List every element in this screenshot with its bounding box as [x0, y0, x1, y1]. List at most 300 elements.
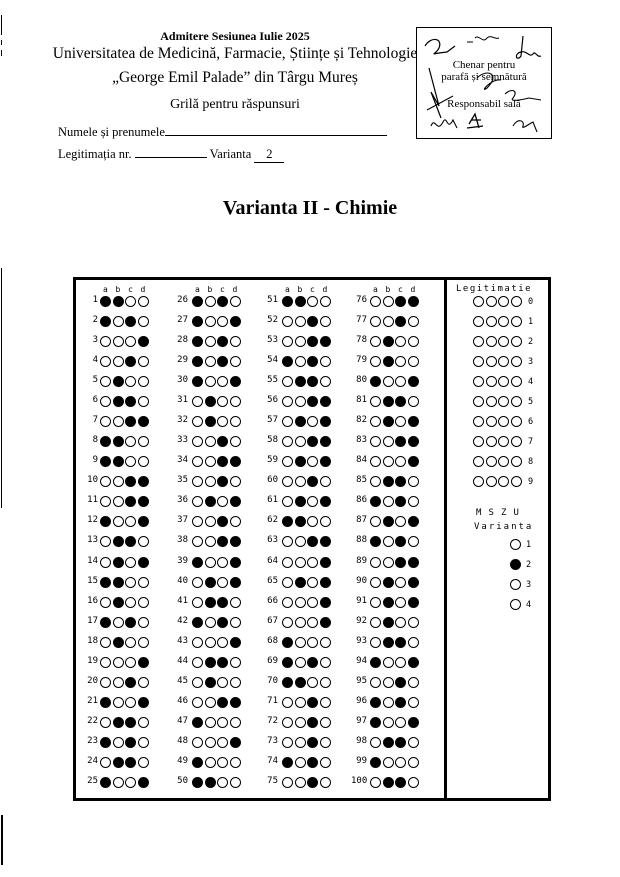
answer-bubble-b-empty[interactable] — [205, 737, 216, 748]
answer-bubble-a-empty[interactable] — [100, 657, 111, 668]
answer-bubble-a-empty[interactable] — [282, 336, 293, 347]
answer-bubble-a-empty[interactable] — [192, 657, 203, 668]
answer-bubble-d-filled[interactable] — [230, 456, 241, 467]
answer-bubble-a-empty[interactable] — [192, 677, 203, 688]
answer-bubble-c-filled[interactable] — [307, 657, 318, 668]
answer-bubble-d-empty[interactable] — [408, 697, 419, 708]
answer-bubble-c-filled[interactable] — [307, 336, 318, 347]
answer-bubble-a-empty[interactable] — [192, 637, 203, 648]
answer-bubble-a-filled[interactable] — [282, 637, 293, 648]
answer-bubble-b-empty[interactable] — [205, 757, 216, 768]
answer-bubble-b-filled[interactable] — [113, 436, 124, 447]
answer-bubble-b-empty[interactable] — [383, 697, 394, 708]
answer-bubble-b-empty[interactable] — [295, 697, 306, 708]
answer-bubble-d-filled[interactable] — [230, 737, 241, 748]
answer-bubble-a-empty[interactable] — [370, 316, 381, 327]
answer-bubble-d-filled[interactable] — [230, 557, 241, 568]
answer-bubble-d-filled[interactable] — [138, 476, 149, 487]
legitimatie-bubble[interactable] — [511, 456, 522, 467]
answer-bubble-c-filled[interactable] — [307, 737, 318, 748]
answer-bubble-b-empty[interactable] — [295, 777, 306, 788]
id-input-line[interactable] — [135, 146, 207, 158]
answer-bubble-d-empty[interactable] — [320, 677, 331, 688]
answer-bubble-d-filled[interactable] — [230, 496, 241, 507]
answer-bubble-d-empty[interactable] — [320, 356, 331, 367]
answer-bubble-b-filled[interactable] — [383, 396, 394, 407]
answer-bubble-d-filled[interactable] — [320, 436, 331, 447]
answer-bubble-d-filled[interactable] — [230, 637, 241, 648]
name-input-line[interactable] — [165, 124, 387, 136]
answer-bubble-c-empty[interactable] — [307, 637, 318, 648]
answer-bubble-b-empty[interactable] — [113, 697, 124, 708]
answer-bubble-c-empty[interactable] — [217, 637, 228, 648]
answer-bubble-d-empty[interactable] — [320, 376, 331, 387]
answer-bubble-a-empty[interactable] — [370, 296, 381, 307]
answer-bubble-b-filled[interactable] — [113, 577, 124, 588]
answer-bubble-a-filled[interactable] — [192, 717, 203, 728]
answer-bubble-b-empty[interactable] — [383, 757, 394, 768]
answer-bubble-d-empty[interactable] — [138, 296, 149, 307]
answer-bubble-d-filled[interactable] — [408, 577, 419, 588]
answer-bubble-a-empty[interactable] — [100, 637, 111, 648]
answer-bubble-c-empty[interactable] — [307, 577, 318, 588]
answer-bubble-c-filled[interactable] — [307, 757, 318, 768]
answer-bubble-a-filled[interactable] — [370, 697, 381, 708]
legitimatie-bubble[interactable] — [486, 476, 497, 487]
answer-bubble-d-empty[interactable] — [408, 757, 419, 768]
answer-bubble-d-filled[interactable] — [320, 536, 331, 547]
answer-bubble-c-empty[interactable] — [125, 657, 136, 668]
answer-bubble-a-empty[interactable] — [100, 597, 111, 608]
answer-bubble-d-empty[interactable] — [230, 336, 241, 347]
answer-bubble-d-empty[interactable] — [320, 777, 331, 788]
answer-bubble-b-empty[interactable] — [295, 316, 306, 327]
answer-bubble-d-empty[interactable] — [230, 476, 241, 487]
answer-bubble-b-filled[interactable] — [295, 577, 306, 588]
answer-bubble-a-empty[interactable] — [100, 717, 111, 728]
answer-bubble-b-filled[interactable] — [113, 396, 124, 407]
answer-bubble-d-empty[interactable] — [408, 476, 419, 487]
answer-bubble-a-empty[interactable] — [370, 677, 381, 688]
answer-bubble-b-empty[interactable] — [295, 657, 306, 668]
answer-bubble-b-empty[interactable] — [383, 296, 394, 307]
answer-bubble-d-filled[interactable] — [230, 577, 241, 588]
answer-bubble-b-empty[interactable] — [383, 376, 394, 387]
answer-bubble-d-filled[interactable] — [230, 316, 241, 327]
answer-bubble-b-empty[interactable] — [295, 396, 306, 407]
answer-bubble-a-filled[interactable] — [282, 757, 293, 768]
answer-bubble-d-empty[interactable] — [138, 737, 149, 748]
answer-bubble-b-empty[interactable] — [205, 717, 216, 728]
answer-bubble-d-filled[interactable] — [320, 336, 331, 347]
answer-bubble-a-empty[interactable] — [192, 697, 203, 708]
answer-bubble-b-filled[interactable] — [113, 597, 124, 608]
answer-bubble-d-filled[interactable] — [408, 717, 419, 728]
answer-bubble-c-empty[interactable] — [125, 697, 136, 708]
answer-bubble-d-empty[interactable] — [320, 697, 331, 708]
answer-bubble-b-empty[interactable] — [295, 717, 306, 728]
answer-bubble-b-empty[interactable] — [113, 476, 124, 487]
answer-bubble-b-empty[interactable] — [295, 597, 306, 608]
answer-bubble-b-filled[interactable] — [295, 677, 306, 688]
answer-bubble-b-empty[interactable] — [113, 657, 124, 668]
answer-bubble-d-empty[interactable] — [320, 296, 331, 307]
answer-bubble-d-filled[interactable] — [408, 456, 419, 467]
answer-bubble-b-empty[interactable] — [113, 496, 124, 507]
legitimatie-bubble[interactable] — [511, 476, 522, 487]
answer-bubble-a-empty[interactable] — [100, 557, 111, 568]
answer-bubble-b-filled[interactable] — [113, 757, 124, 768]
answer-bubble-c-empty[interactable] — [217, 717, 228, 728]
answer-bubble-a-empty[interactable] — [282, 717, 293, 728]
answer-bubble-c-empty[interactable] — [217, 577, 228, 588]
answer-bubble-a-empty[interactable] — [370, 777, 381, 788]
legitimatie-bubble[interactable] — [511, 316, 522, 327]
answer-bubble-c-filled[interactable] — [395, 777, 406, 788]
answer-bubble-d-filled[interactable] — [320, 416, 331, 427]
answer-bubble-d-empty[interactable] — [320, 737, 331, 748]
legitimatie-bubble[interactable] — [511, 416, 522, 427]
answer-bubble-d-filled[interactable] — [408, 416, 419, 427]
answer-bubble-b-filled[interactable] — [295, 376, 306, 387]
answer-bubble-a-filled[interactable] — [192, 296, 203, 307]
answer-bubble-c-empty[interactable] — [217, 557, 228, 568]
answer-bubble-b-empty[interactable] — [205, 536, 216, 547]
answer-bubble-c-filled[interactable] — [217, 296, 228, 307]
answer-bubble-d-empty[interactable] — [138, 436, 149, 447]
answer-bubble-a-filled[interactable] — [192, 336, 203, 347]
varianta-bubble[interactable] — [510, 539, 521, 550]
answer-bubble-d-empty[interactable] — [408, 777, 419, 788]
answer-bubble-a-filled[interactable] — [192, 557, 203, 568]
answer-bubble-b-filled[interactable] — [205, 677, 216, 688]
legitimatie-bubble[interactable] — [511, 376, 522, 387]
answer-bubble-b-empty[interactable] — [205, 296, 216, 307]
answer-bubble-d-empty[interactable] — [230, 597, 241, 608]
answer-bubble-c-empty[interactable] — [217, 777, 228, 788]
answer-bubble-c-empty[interactable] — [307, 557, 318, 568]
answer-bubble-b-filled[interactable] — [383, 777, 394, 788]
answer-bubble-a-filled[interactable] — [100, 737, 111, 748]
answer-bubble-a-empty[interactable] — [192, 597, 203, 608]
answer-bubble-b-filled[interactable] — [383, 577, 394, 588]
answer-bubble-d-empty[interactable] — [230, 657, 241, 668]
answer-bubble-d-filled[interactable] — [138, 557, 149, 568]
answer-bubble-b-empty[interactable] — [113, 416, 124, 427]
answer-bubble-d-filled[interactable] — [138, 657, 149, 668]
answer-bubble-a-filled[interactable] — [192, 316, 203, 327]
answer-bubble-b-filled[interactable] — [383, 617, 394, 628]
legitimatie-bubble[interactable] — [511, 336, 522, 347]
answer-bubble-b-empty[interactable] — [383, 677, 394, 688]
answer-bubble-a-filled[interactable] — [370, 717, 381, 728]
answer-bubble-d-empty[interactable] — [230, 757, 241, 768]
answer-bubble-a-empty[interactable] — [282, 697, 293, 708]
answer-bubble-c-filled[interactable] — [217, 657, 228, 668]
answer-bubble-b-filled[interactable] — [383, 416, 394, 427]
legitimatie-bubble[interactable] — [486, 376, 497, 387]
answer-bubble-b-filled[interactable] — [113, 456, 124, 467]
answer-bubble-c-empty[interactable] — [307, 617, 318, 628]
answer-bubble-a-empty[interactable] — [100, 677, 111, 688]
answer-bubble-d-filled[interactable] — [408, 436, 419, 447]
answer-bubble-d-filled[interactable] — [408, 657, 419, 668]
answer-bubble-c-empty[interactable] — [395, 597, 406, 608]
answer-bubble-b-empty[interactable] — [205, 376, 216, 387]
answer-bubble-a-empty[interactable] — [282, 617, 293, 628]
answer-bubble-b-empty[interactable] — [205, 436, 216, 447]
answer-bubble-b-empty[interactable] — [113, 777, 124, 788]
answer-bubble-c-empty[interactable] — [217, 677, 228, 688]
answer-bubble-a-filled[interactable] — [192, 617, 203, 628]
answer-bubble-b-empty[interactable] — [205, 476, 216, 487]
answer-bubble-d-filled[interactable] — [320, 597, 331, 608]
answer-bubble-d-empty[interactable] — [138, 677, 149, 688]
answer-bubble-c-empty[interactable] — [395, 617, 406, 628]
answer-bubble-d-filled[interactable] — [408, 376, 419, 387]
answer-bubble-a-filled[interactable] — [100, 316, 111, 327]
legitimatie-bubble[interactable] — [511, 356, 522, 367]
answer-bubble-a-filled[interactable] — [282, 657, 293, 668]
answer-bubble-b-filled[interactable] — [113, 717, 124, 728]
answer-bubble-b-empty[interactable] — [113, 516, 124, 527]
answer-bubble-d-filled[interactable] — [138, 777, 149, 788]
answer-bubble-c-empty[interactable] — [395, 577, 406, 588]
answer-bubble-d-filled[interactable] — [320, 577, 331, 588]
legitimatie-bubble[interactable] — [486, 396, 497, 407]
answer-bubble-b-filled[interactable] — [295, 296, 306, 307]
answer-bubble-c-filled[interactable] — [395, 557, 406, 568]
answer-bubble-b-empty[interactable] — [383, 456, 394, 467]
answer-bubble-c-empty[interactable] — [217, 757, 228, 768]
answer-bubble-a-filled[interactable] — [282, 677, 293, 688]
answer-bubble-d-empty[interactable] — [230, 436, 241, 447]
answer-bubble-a-empty[interactable] — [282, 597, 293, 608]
answer-bubble-d-empty[interactable] — [320, 717, 331, 728]
answer-bubble-d-empty[interactable] — [230, 516, 241, 527]
answer-bubble-d-empty[interactable] — [230, 677, 241, 688]
answer-bubble-b-empty[interactable] — [113, 336, 124, 347]
answer-bubble-d-empty[interactable] — [138, 456, 149, 467]
answer-bubble-d-empty[interactable] — [138, 717, 149, 728]
answer-bubble-b-filled[interactable] — [383, 356, 394, 367]
answer-bubble-c-empty[interactable] — [395, 336, 406, 347]
legitimatie-bubble[interactable] — [473, 336, 484, 347]
answer-bubble-d-filled[interactable] — [408, 296, 419, 307]
answer-bubble-b-empty[interactable] — [295, 737, 306, 748]
answer-bubble-d-empty[interactable] — [320, 657, 331, 668]
answer-bubble-b-empty[interactable] — [295, 476, 306, 487]
answer-bubble-c-empty[interactable] — [307, 296, 318, 307]
answer-bubble-d-empty[interactable] — [138, 577, 149, 588]
answer-bubble-c-filled[interactable] — [125, 617, 136, 628]
answer-bubble-b-filled[interactable] — [295, 516, 306, 527]
answer-bubble-c-filled[interactable] — [307, 717, 318, 728]
answer-bubble-b-filled[interactable] — [383, 637, 394, 648]
answer-bubble-c-filled[interactable] — [217, 617, 228, 628]
answer-bubble-b-filled[interactable] — [205, 496, 216, 507]
answer-bubble-d-filled[interactable] — [230, 376, 241, 387]
legitimatie-bubble[interactable] — [498, 336, 509, 347]
answer-bubble-c-filled[interactable] — [395, 737, 406, 748]
answer-bubble-d-empty[interactable] — [320, 637, 331, 648]
answer-bubble-d-empty[interactable] — [408, 737, 419, 748]
answer-bubble-c-empty[interactable] — [125, 296, 136, 307]
answer-bubble-b-empty[interactable] — [295, 617, 306, 628]
answer-bubble-b-filled[interactable] — [113, 296, 124, 307]
legitimatie-bubble[interactable] — [511, 436, 522, 447]
answer-bubble-b-empty[interactable] — [383, 496, 394, 507]
answer-bubble-c-filled[interactable] — [217, 697, 228, 708]
answer-bubble-a-empty[interactable] — [192, 577, 203, 588]
answer-bubble-c-filled[interactable] — [395, 296, 406, 307]
legitimatie-bubble[interactable] — [511, 396, 522, 407]
answer-bubble-d-filled[interactable] — [320, 617, 331, 628]
answer-bubble-b-filled[interactable] — [383, 476, 394, 487]
answer-bubble-b-filled[interactable] — [205, 416, 216, 427]
answer-bubble-a-filled[interactable] — [100, 296, 111, 307]
answer-bubble-b-empty[interactable] — [295, 436, 306, 447]
legitimatie-bubble[interactable] — [486, 336, 497, 347]
varianta-bubble[interactable] — [510, 579, 521, 590]
answer-bubble-d-filled[interactable] — [138, 416, 149, 427]
answer-bubble-b-empty[interactable] — [295, 356, 306, 367]
answer-bubble-c-empty[interactable] — [217, 737, 228, 748]
legitimatie-bubble[interactable] — [473, 296, 484, 307]
answer-bubble-a-filled[interactable] — [100, 697, 111, 708]
answer-bubble-d-empty[interactable] — [138, 316, 149, 327]
answer-bubble-b-filled[interactable] — [113, 637, 124, 648]
answer-bubble-d-empty[interactable] — [408, 356, 419, 367]
id-field[interactable] — [58, 146, 284, 163]
answer-bubble-d-filled[interactable] — [320, 496, 331, 507]
answer-bubble-d-empty[interactable] — [408, 637, 419, 648]
answer-bubble-a-empty[interactable] — [282, 577, 293, 588]
answer-bubble-a-empty[interactable] — [282, 557, 293, 568]
answer-bubble-d-empty[interactable] — [138, 637, 149, 648]
answer-bubble-d-empty[interactable] — [408, 677, 419, 688]
legitimatie-bubble[interactable] — [486, 296, 497, 307]
answer-bubble-c-filled[interactable] — [125, 717, 136, 728]
answer-bubble-a-filled[interactable] — [100, 617, 111, 628]
answer-bubble-b-filled[interactable] — [205, 657, 216, 668]
answer-bubble-c-empty[interactable] — [395, 657, 406, 668]
answer-bubble-a-filled[interactable] — [100, 577, 111, 588]
answer-bubble-c-filled[interactable] — [307, 316, 318, 327]
legitimatie-bubble[interactable] — [511, 296, 522, 307]
answer-bubble-b-filled[interactable] — [295, 456, 306, 467]
answer-bubble-a-empty[interactable] — [370, 737, 381, 748]
answer-bubble-b-empty[interactable] — [383, 557, 394, 568]
answer-bubble-a-empty[interactable] — [370, 637, 381, 648]
answer-bubble-b-filled[interactable] — [295, 416, 306, 427]
answer-bubble-c-empty[interactable] — [125, 557, 136, 568]
answer-bubble-b-empty[interactable] — [295, 637, 306, 648]
answer-bubble-c-filled[interactable] — [125, 757, 136, 768]
answer-bubble-d-empty[interactable] — [408, 536, 419, 547]
answer-bubble-b-empty[interactable] — [295, 336, 306, 347]
answer-bubble-b-empty[interactable] — [295, 536, 306, 547]
answer-bubble-b-empty[interactable] — [113, 617, 124, 628]
answer-bubble-b-empty[interactable] — [205, 516, 216, 527]
answer-bubble-b-empty[interactable] — [205, 336, 216, 347]
answer-bubble-d-empty[interactable] — [408, 617, 419, 628]
answer-bubble-d-filled[interactable] — [320, 557, 331, 568]
answer-bubble-d-filled[interactable] — [320, 396, 331, 407]
answer-bubble-c-empty[interactable] — [125, 577, 136, 588]
answer-bubble-c-filled[interactable] — [125, 316, 136, 327]
answer-bubble-a-filled[interactable] — [282, 296, 293, 307]
answer-bubble-b-empty[interactable] — [113, 356, 124, 367]
answer-bubble-d-filled[interactable] — [138, 496, 149, 507]
answer-bubble-d-empty[interactable] — [408, 336, 419, 347]
answer-bubble-b-empty[interactable] — [113, 677, 124, 688]
answer-bubble-c-empty[interactable] — [125, 336, 136, 347]
answer-bubble-a-empty[interactable] — [282, 777, 293, 788]
answer-bubble-b-filled[interactable] — [113, 376, 124, 387]
answer-bubble-c-filled[interactable] — [395, 637, 406, 648]
answer-bubble-a-filled[interactable] — [192, 757, 203, 768]
answer-bubble-d-filled[interactable] — [320, 456, 331, 467]
name-field[interactable] — [58, 124, 387, 140]
answer-bubble-d-empty[interactable] — [138, 396, 149, 407]
answer-bubble-d-empty[interactable] — [230, 416, 241, 427]
answer-bubble-c-empty[interactable] — [125, 597, 136, 608]
answer-bubble-b-empty[interactable] — [205, 617, 216, 628]
answer-bubble-b-filled[interactable] — [383, 336, 394, 347]
answer-bubble-d-empty[interactable] — [230, 396, 241, 407]
answer-bubble-a-filled[interactable] — [370, 657, 381, 668]
answer-bubble-d-filled[interactable] — [138, 336, 149, 347]
answer-bubble-b-empty[interactable] — [113, 737, 124, 748]
answer-bubble-c-filled[interactable] — [395, 316, 406, 327]
answer-bubble-b-empty[interactable] — [205, 697, 216, 708]
answer-bubble-b-filled[interactable] — [205, 777, 216, 788]
answer-bubble-d-filled[interactable] — [408, 597, 419, 608]
legitimatie-bubble[interactable] — [498, 296, 509, 307]
answer-bubble-d-empty[interactable] — [230, 356, 241, 367]
answer-bubble-d-empty[interactable] — [230, 777, 241, 788]
answer-bubble-d-empty[interactable] — [320, 316, 331, 327]
answer-bubble-d-empty[interactable] — [138, 597, 149, 608]
answer-bubble-c-empty[interactable] — [395, 717, 406, 728]
answer-bubble-b-filled[interactable] — [383, 737, 394, 748]
answer-bubble-b-empty[interactable] — [295, 557, 306, 568]
answer-bubble-c-filled[interactable] — [125, 677, 136, 688]
answer-bubble-b-empty[interactable] — [205, 456, 216, 467]
legitimatie-bubble[interactable] — [498, 316, 509, 327]
answer-bubble-d-filled[interactable] — [138, 516, 149, 527]
answer-bubble-a-empty[interactable] — [100, 336, 111, 347]
answer-bubble-b-filled[interactable] — [383, 597, 394, 608]
answer-bubble-b-empty[interactable] — [205, 637, 216, 648]
answer-bubble-b-filled[interactable] — [113, 536, 124, 547]
answer-bubble-c-filled[interactable] — [217, 597, 228, 608]
answer-bubble-c-filled[interactable] — [125, 737, 136, 748]
answer-bubble-c-empty[interactable] — [125, 637, 136, 648]
answer-bubble-d-empty[interactable] — [138, 617, 149, 628]
answer-bubble-d-empty[interactable] — [138, 376, 149, 387]
legitimatie-bubble[interactable] — [486, 356, 497, 367]
answer-bubble-d-filled[interactable] — [138, 697, 149, 708]
answer-bubble-d-empty[interactable] — [138, 356, 149, 367]
answer-bubble-a-filled[interactable] — [100, 777, 111, 788]
answer-bubble-a-empty[interactable] — [282, 316, 293, 327]
answer-bubble-b-empty[interactable] — [295, 757, 306, 768]
answer-bubble-d-empty[interactable] — [230, 296, 241, 307]
answer-bubble-b-empty[interactable] — [205, 316, 216, 327]
answer-bubble-c-filled[interactable] — [307, 697, 318, 708]
